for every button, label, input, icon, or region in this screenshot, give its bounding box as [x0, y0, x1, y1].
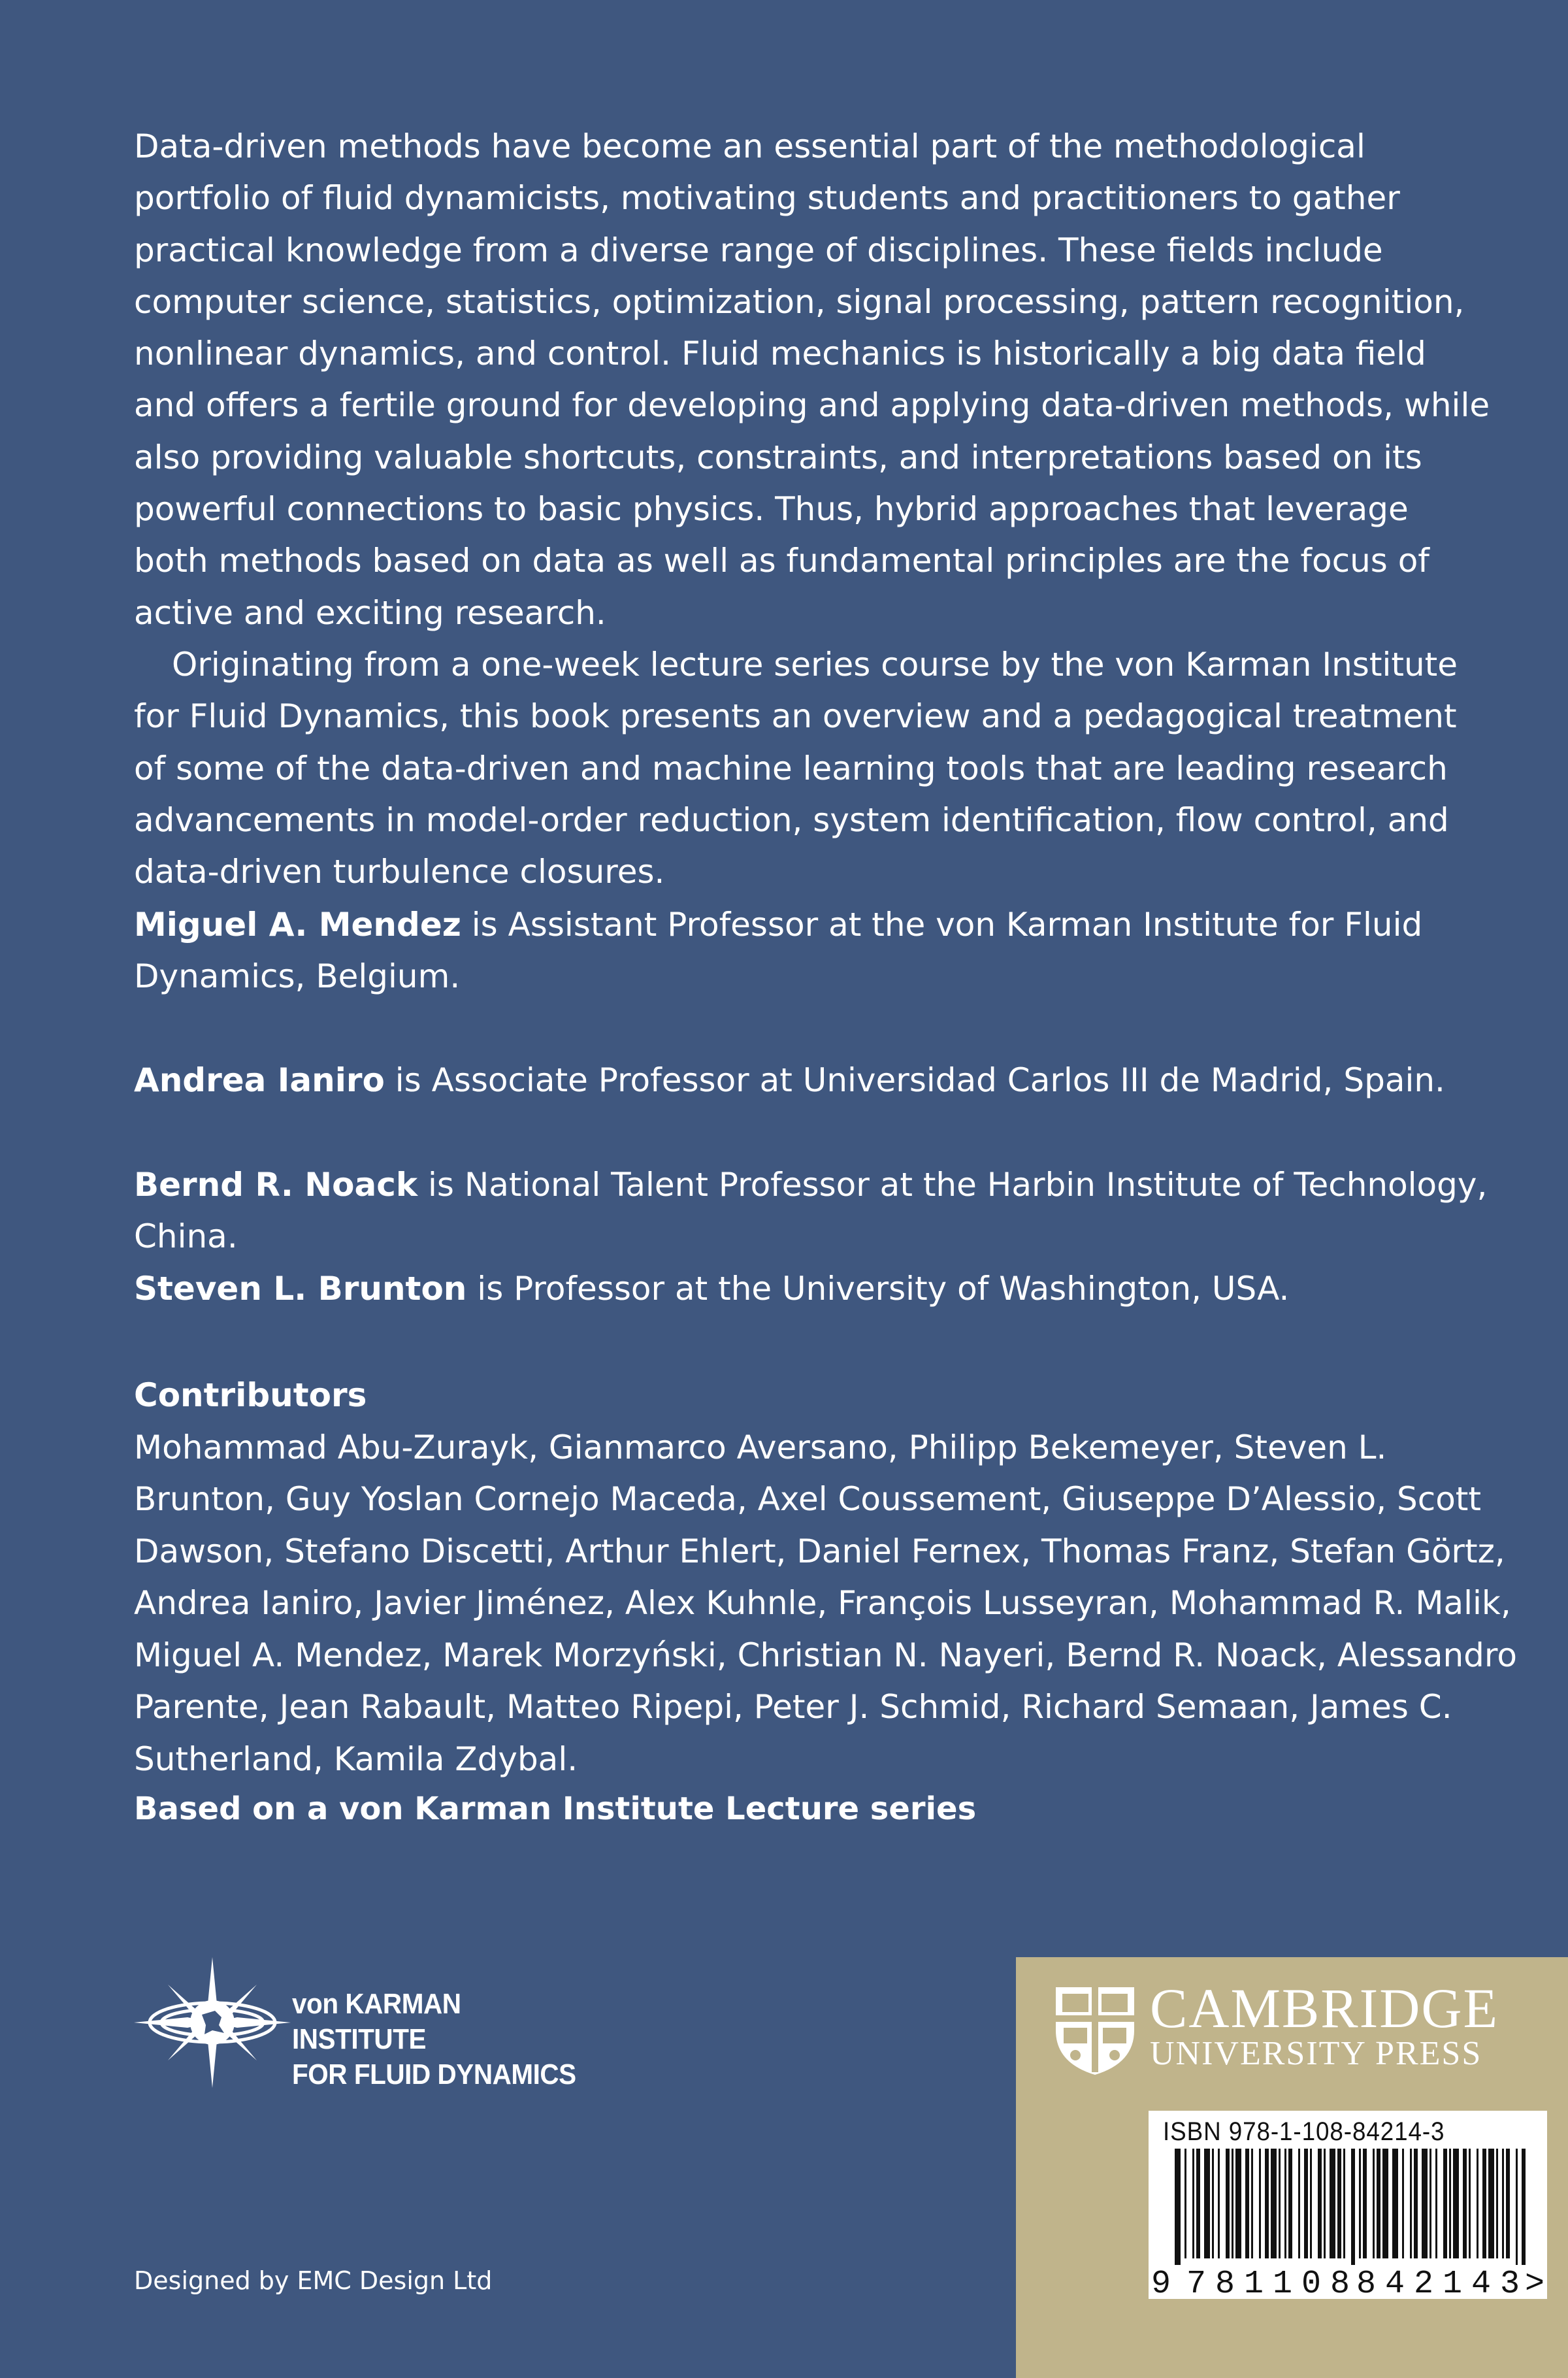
- barcode-bar: [1298, 2149, 1300, 2258]
- barcode-bar: [1232, 2149, 1233, 2258]
- barcode-bar: [1443, 2149, 1447, 2258]
- barcode-bar: [1184, 2149, 1186, 2258]
- barcode-bar: [1496, 2149, 1498, 2258]
- author-name: Steven L. Brunton: [134, 1270, 467, 1308]
- barcode-bar: [1192, 2149, 1194, 2258]
- barcode-bar: [1265, 2149, 1269, 2258]
- barcode-bar: [1506, 2149, 1510, 2258]
- publisher-name: CAMBRIDGE: [1150, 1977, 1499, 2039]
- barcode-lead-digit: 9: [1151, 2266, 1171, 2299]
- vki-line-2: FOR FLUID DYNAMICS: [292, 2058, 576, 2090]
- barcode-bar: [1363, 2149, 1367, 2258]
- description-paragraph-2: Originating from a one-week lecture series course by the von Karman Institute for Fluid Dynamics, this book presents an overview and a pedagogical treatment of some of the data-driven and machine learning tools that are leading research advancements in model-order reduction, system identification, flow control, and data-driven turbulence closures.: [134, 645, 1458, 891]
- barcode-digits: [1149, 2260, 1547, 2299]
- barcode-bar: [1288, 2149, 1292, 2258]
- isbn-text: ISBN 978-1-108-84214-3: [1163, 2117, 1445, 2146]
- author-name: Andrea Ianiro: [134, 1061, 385, 1099]
- author-bio-brunton: [134, 1263, 1519, 1315]
- barcode-bar: [1284, 2149, 1286, 2258]
- lecture-series-note: Based on a von Karman Institute Lecture series: [134, 1791, 977, 1827]
- barcode-bar: [1453, 2149, 1459, 2258]
- barcode-bar: [1175, 2149, 1181, 2265]
- barcode-bar: [1304, 2149, 1308, 2258]
- publisher-panel: [1016, 1957, 1568, 2378]
- barcode-bar: [1318, 2149, 1322, 2258]
- author-name: Miguel A. Mendez: [134, 906, 461, 944]
- barcode-bar: [1477, 2149, 1478, 2258]
- barcode-bar: [1337, 2149, 1341, 2258]
- barcode-bar: [1235, 2149, 1241, 2258]
- author-bio-mendez: [134, 899, 1519, 1003]
- author-affiliation: is National Talent Professor at the Harbin Institute of Technology, China.: [134, 1166, 1488, 1256]
- author-bio-ianiro: [134, 1055, 1519, 1106]
- vki-line-1: von KARMAN INSTITUTE: [292, 1988, 461, 2055]
- barcode-bar: [1402, 2149, 1404, 2258]
- vki-compass-star-logo: [134, 1957, 291, 2088]
- barcode-bar: [1310, 2149, 1312, 2258]
- contributors-heading: Contributors: [134, 1376, 367, 1414]
- barcode-bar: [1330, 2149, 1335, 2258]
- barcode-bar: [1522, 2149, 1526, 2265]
- barcode-bar: [1226, 2149, 1230, 2258]
- barcode-bar: [1469, 2149, 1471, 2258]
- contributors-section: [134, 1370, 1532, 1785]
- barcode-arrow: >: [1525, 2266, 1545, 2299]
- vki-wordmark: [292, 1987, 580, 2092]
- barcode-bar: [1271, 2149, 1277, 2258]
- author-affiliation: is Associate Professor at Universidad Carlos III de Madrid, Spain.: [384, 1061, 1445, 1099]
- barcode-bar: [1422, 2149, 1428, 2258]
- barcode-bar: [1359, 2149, 1361, 2258]
- barcode-bar: [1502, 2149, 1504, 2258]
- author-name: Bernd R. Noack: [134, 1166, 418, 1204]
- description-paragraph-1: Data-driven methods have become an essential part of the methodological portfolio of fluid dynamicists, motivating students and practitioners to gather practical knowledge from a diverse range of disciplines. These fields include computer science, statistics, optimization, signal processing, pattern recognition, nonlinear dynamics, and control. Fluid mechanics is historically a big data field and offers a fertile ground for developing and applying data-driven methods, while also providing valuable shortcuts, constraints, and interpretations based on its powerful connections to basic physics. Thus, hybrid approaches that leverage both methods based on data as well as fundamental principles are the focus of active and exciting research.: [134, 127, 1490, 632]
- barcode-bar: [1251, 2149, 1253, 2258]
- barcode-bar: [1373, 2149, 1375, 2258]
- barcode-bar: [1343, 2149, 1345, 2258]
- author-bio-noack: [134, 1159, 1519, 1263]
- barcode-bar: [1414, 2149, 1418, 2258]
- barcode-bar: [1516, 2149, 1518, 2265]
- barcode-group-2: 842143: [1356, 2266, 1520, 2299]
- barcode-bar: [1435, 2149, 1437, 2258]
- barcode-bar: [1382, 2149, 1388, 2258]
- barcode-bar: [1410, 2149, 1412, 2258]
- publisher-press: UNIVERSITY PRESS: [1150, 2035, 1482, 2072]
- designer-credit: Designed by EMC Design Ltd: [134, 2266, 493, 2295]
- barcode-label: [1149, 2111, 1547, 2299]
- barcode-bar: [1259, 2149, 1261, 2258]
- barcode-bar: [1245, 2149, 1249, 2258]
- barcode-bar: [1324, 2149, 1326, 2258]
- barcode-bar: [1488, 2149, 1494, 2258]
- barcode-bar: [1429, 2149, 1431, 2258]
- barcode-bar: [1351, 2149, 1355, 2265]
- barcode-bar: [1463, 2149, 1467, 2258]
- barcode-bar: [1196, 2149, 1200, 2258]
- contributors-list: Mohammad Abu-Zurayk, Gianmarco Aversano, Philipp Bekemeyer, Steven L. Brunton, Guy Yoslan Cornejo Maceda, Axel Coussement, Giuseppe D’Alessio, Scott Dawson, Stefano Discetti, Arthur Ehlert, Daniel Fernex, Thomas Franz, Stefan Görtz, Andrea Ianiro, Javier Jiménez, Alex Kuhnle, François Lusseyran, Mohammad R. Malik, Miguel A. Mendez, Marek Morzyński, Christian N. Nayeri, Bernd R. Noack, Alessandro Parente, Jean Rabault, Matteo Ripepi, Peter J. Schmid, Richard Semaan, James C. Sutherland, Kamila Zdybal.: [134, 1428, 1517, 1778]
- barcode-bars: [1149, 2149, 1547, 2265]
- barcode-bar: [1482, 2149, 1486, 2258]
- barcode-group-1: 781108: [1186, 2266, 1350, 2299]
- book-description: [134, 121, 1493, 898]
- barcode-bar: [1377, 2149, 1380, 2258]
- author-affiliation: is Professor at the University of Washington, USA.: [466, 1270, 1290, 1308]
- cambridge-crest-icon: [1053, 1985, 1137, 2076]
- vki-logo: [134, 1957, 604, 2088]
- barcode-bar: [1218, 2149, 1220, 2258]
- barcode-bar: [1279, 2149, 1281, 2258]
- barcode-bar: [1392, 2149, 1398, 2258]
- barcode-bar: [1449, 2149, 1451, 2258]
- author-affiliation: is Assistant Professor at the von Karman Institute for Fluid Dynamics, Belgium.: [134, 906, 1423, 996]
- barcode-bar: [1204, 2149, 1210, 2258]
- barcode-bar: [1212, 2149, 1214, 2258]
